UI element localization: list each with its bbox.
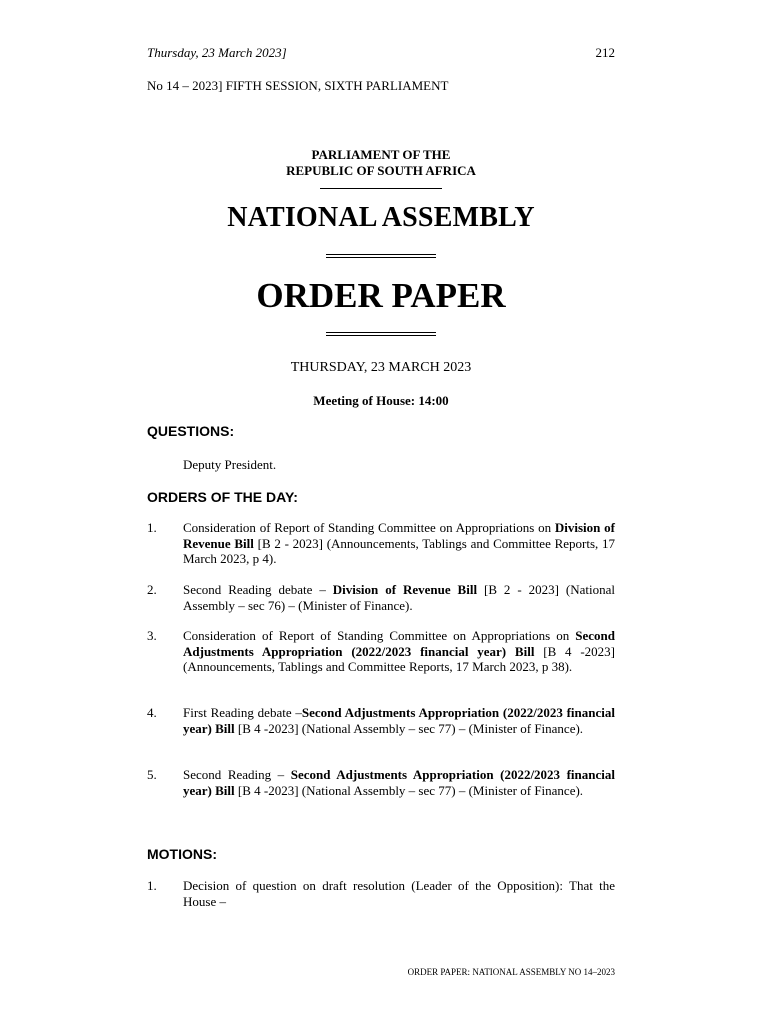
- divider-rule: [320, 188, 442, 189]
- order-number: 3.: [147, 628, 157, 643]
- order-text: Consideration of Report of Standing Committee on Appropriations on Second Adjustments Appropriation (2022/2023 financial year) Bill [B 4 -2023] (Announcements, Tablings and Committee Reports, 17 March 2023, p 38).: [183, 628, 615, 675]
- meeting-date: THURSDAY, 23 MARCH 2023: [290, 360, 472, 375]
- motions-heading: MOTIONS:: [147, 846, 217, 862]
- double-rule: [326, 332, 436, 336]
- motion-number: 1.: [147, 878, 157, 893]
- meeting-time: Meeting of House: 14:00: [313, 393, 449, 408]
- page-footer: ORDER PAPER: NATIONAL ASSEMBLY NO 14–2023: [407, 967, 615, 977]
- order-number: 1.: [147, 520, 157, 535]
- parliament-line-2: REPUBLIC OF SOUTH AFRICA: [286, 163, 476, 178]
- order-item: [147, 582, 615, 613]
- order-number: 4.: [147, 705, 157, 720]
- header-date: Thursday, 23 March 2023]: [147, 45, 287, 60]
- questions-heading: QUESTIONS:: [147, 423, 235, 439]
- order-item: [147, 628, 615, 675]
- motion-text: Decision of question on draft resolution (Leader of the Opposition): That the House –: [183, 878, 615, 909]
- order-text: First Reading debate –Second Adjustments Appropriation (2022/2023 financial year) Bill [B 4 -2023] (National Assembly – sec 77) – (Minister of Finance).: [183, 705, 615, 736]
- order-item: [147, 520, 615, 567]
- order-item: [147, 705, 615, 736]
- order-text: Second Reading – Second Adjustments Appropriation (2022/2023 financial year) Bill [B 4 -2023] (National Assembly – sec 77) – (Minister of Finance).: [183, 767, 615, 798]
- orders-heading: ORDERS OF THE DAY:: [147, 489, 298, 505]
- questions-text: Deputy President.: [183, 457, 277, 472]
- order-number: 2.: [147, 582, 157, 597]
- order-number: 5.: [147, 767, 157, 782]
- document-title: ORDER PAPER: [256, 276, 506, 315]
- session-line: No 14 – 2023] FIFTH SESSION, SIXTH PARLIAMENT: [147, 78, 449, 93]
- page-number: 212: [595, 45, 615, 60]
- parliament-line-1: PARLIAMENT OF THE: [311, 147, 451, 162]
- house-title: NATIONAL ASSEMBLY: [227, 202, 535, 233]
- order-text: Second Reading debate – Division of Revenue Bill [B 2 - 2023] (National Assembly – sec 76) – (Minister of Finance).: [183, 582, 615, 613]
- order-text: Consideration of Report of Standing Committee on Appropriations on Division of Revenue Bill [B 2 - 2023] (Announcements, Tablings and Committee Reports, 17 March 2023, p 4).: [183, 520, 616, 567]
- order-item: [147, 767, 615, 798]
- motion-item: [147, 878, 615, 909]
- double-rule: [326, 254, 436, 258]
